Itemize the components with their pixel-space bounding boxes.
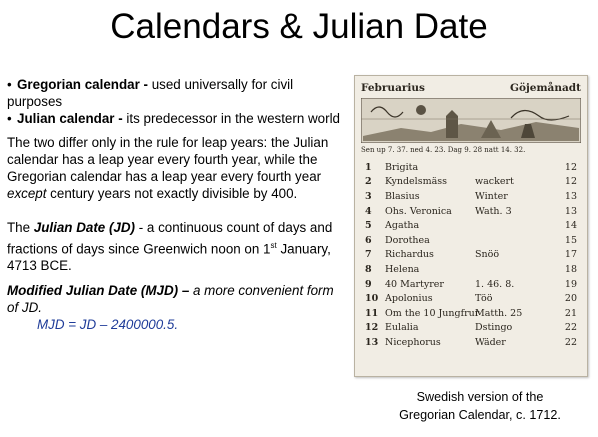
calendar-moon-day: 12: [564, 161, 577, 173]
bullet-term: Gregorian calendar: [17, 77, 140, 92]
mjd-term: Modified Julian Date (MJD) –: [7, 282, 193, 298]
calendar-day-row: [365, 291, 577, 306]
calendar-day-number: 4: [365, 205, 372, 217]
calendar-day-number: 7: [365, 249, 372, 261]
calendar-weather-note: Wath. 3: [475, 205, 512, 217]
calendar-weather-note: Dstingo: [475, 322, 513, 334]
calendar-weather-note: wackert: [475, 176, 514, 188]
calendar-saint-name: Richardus: [385, 249, 434, 261]
calendar-weather-note: 1. 46. 8.: [475, 278, 515, 290]
mjd-paragraph: [7, 282, 345, 316]
calendar-moon-day: 15: [564, 234, 577, 246]
calendar-moon-day: 18: [564, 263, 577, 275]
calendar-sunrise-line: Sen up 7. 37. ned 4. 23. Dag 9. 28 natt 14. 32.: [361, 146, 526, 154]
calendar-day-number: 12: [365, 322, 379, 334]
jd-sup: st: [270, 240, 277, 250]
calendar-saint-name: Kyndelsmäss: [385, 176, 448, 188]
calendar-day-number: 6: [365, 234, 372, 246]
caption-line-1: Swedish version of the: [416, 390, 544, 404]
bullet-separator: -: [114, 111, 127, 127]
calendar-day-row: [365, 262, 577, 277]
calendar-day-number: 2: [365, 176, 372, 188]
calendar-day-number: 11: [365, 307, 379, 319]
calendar-weather-note: Snöö: [475, 249, 500, 261]
calendar-saint-name: Apolonius: [385, 293, 433, 305]
leap-text-part1: The two differ only in the rule for leap years: the Julian calendar has a leap year every fourth year, while the Gregorian calendar has a leap year every fourth year: [7, 134, 329, 185]
calendar-day-row: [365, 277, 577, 292]
bullet-julian: [7, 110, 345, 127]
calendar-day-row: [365, 204, 577, 219]
calendar-day-number: 13: [365, 336, 379, 348]
calendar-day-number: 10: [365, 293, 379, 305]
calendar-saint-name: Dorothea: [385, 234, 430, 246]
calendar-moon-day: 20: [564, 293, 577, 305]
calendar-saint-name: 40 Martyrer: [385, 278, 444, 290]
calendar-saint-name: Helena: [385, 263, 420, 275]
calendar-day-number: 5: [365, 220, 372, 232]
calendar-day-row: [365, 321, 577, 336]
calendar-moon-day: 22: [564, 336, 577, 348]
jd-desc: - a continuous count of days and fractions of days since Greenwich noon on 1: [7, 220, 333, 257]
calendar-day-row: [365, 248, 577, 263]
calendar-day-number: 3: [365, 190, 372, 202]
calendar-moon-day: 17: [564, 249, 577, 261]
bullet-separator: -: [139, 77, 152, 92]
calendar-day-number: 1: [365, 161, 372, 173]
calendar-month-swedish: Göjemånadt: [510, 82, 581, 94]
calendar-weather-note: Töö: [475, 293, 493, 305]
calendar-day-row: [365, 175, 577, 190]
bullet-icon: •: [7, 111, 12, 127]
calendar-moon-day: 12: [564, 176, 577, 188]
jd-desc2: January, 4713 BCE.: [7, 241, 331, 274]
calendar-day-number: 9: [365, 278, 372, 290]
calendar-moon-day: 22: [564, 322, 577, 334]
caption-line-2: Gregorian Calendar, c. 1712.: [399, 407, 561, 422]
mjd-formula: MJD = JD – 2400000.5.: [37, 316, 179, 332]
calendar-woodcut-illustration: [361, 98, 581, 143]
calendar-weather-note: Wäder: [475, 336, 506, 348]
calendar-day-row: [365, 233, 577, 248]
calendar-saint-name: Agatha: [385, 220, 420, 232]
calendar-day-row: [365, 160, 577, 175]
calendar-saint-name: Om the 10 Jungfrur: [385, 307, 480, 319]
calendar-moon-day: 14: [564, 220, 577, 232]
bullet-desc: used universally for civil purposes: [7, 77, 294, 110]
bullet-icon: •: [7, 77, 12, 92]
bullet-term: Julian calendar: [17, 111, 115, 127]
slide-title: Calendars & Julian Date: [110, 7, 488, 46]
calendar-saint-name: Blasius: [385, 190, 420, 202]
leap-year-paragraph: [7, 134, 345, 203]
jd-lead: The: [7, 220, 34, 236]
calendar-saint-name: Ohs. Veronica: [385, 205, 452, 217]
leap-emphasis: except: [7, 186, 47, 202]
calendar-moon-day: 13: [564, 205, 577, 217]
calendar-day-row: [365, 189, 577, 204]
calendar-day-row: [365, 218, 577, 233]
calendar-weather-note: Matth. 25: [475, 307, 523, 319]
calendar-day-row: [365, 306, 577, 321]
julian-date-paragraph: [7, 219, 345, 274]
mjd-desc: a more convenient form of JD.: [7, 282, 334, 315]
calendar-header: [361, 82, 581, 96]
slide-body: [7, 76, 345, 333]
calendar-moon-day: 19: [564, 278, 577, 290]
calendar-saint-name: Eulalia: [385, 322, 419, 334]
image-caption: [380, 389, 580, 424]
calendar-image: [354, 75, 588, 377]
calendar-day-list: [365, 160, 577, 350]
leap-text-part2: century years not exactly divisible by 400.: [46, 186, 298, 202]
jd-term: Julian Date (JD): [33, 220, 135, 236]
calendar-saint-name: Brigita: [385, 161, 419, 173]
calendar-weather-note: Winter: [475, 190, 508, 202]
calendar-moon-day: 21: [564, 307, 577, 319]
bullet-desc: its predecessor in the western world: [126, 111, 341, 127]
calendar-month-latin: Februarius: [361, 82, 425, 94]
calendar-day-row: [365, 335, 577, 350]
calendar-saint-name: Nicephorus: [385, 336, 441, 348]
calendar-day-number: 8: [365, 263, 372, 275]
calendar-moon-day: 13: [564, 190, 577, 202]
bullet-gregorian: [7, 76, 345, 110]
